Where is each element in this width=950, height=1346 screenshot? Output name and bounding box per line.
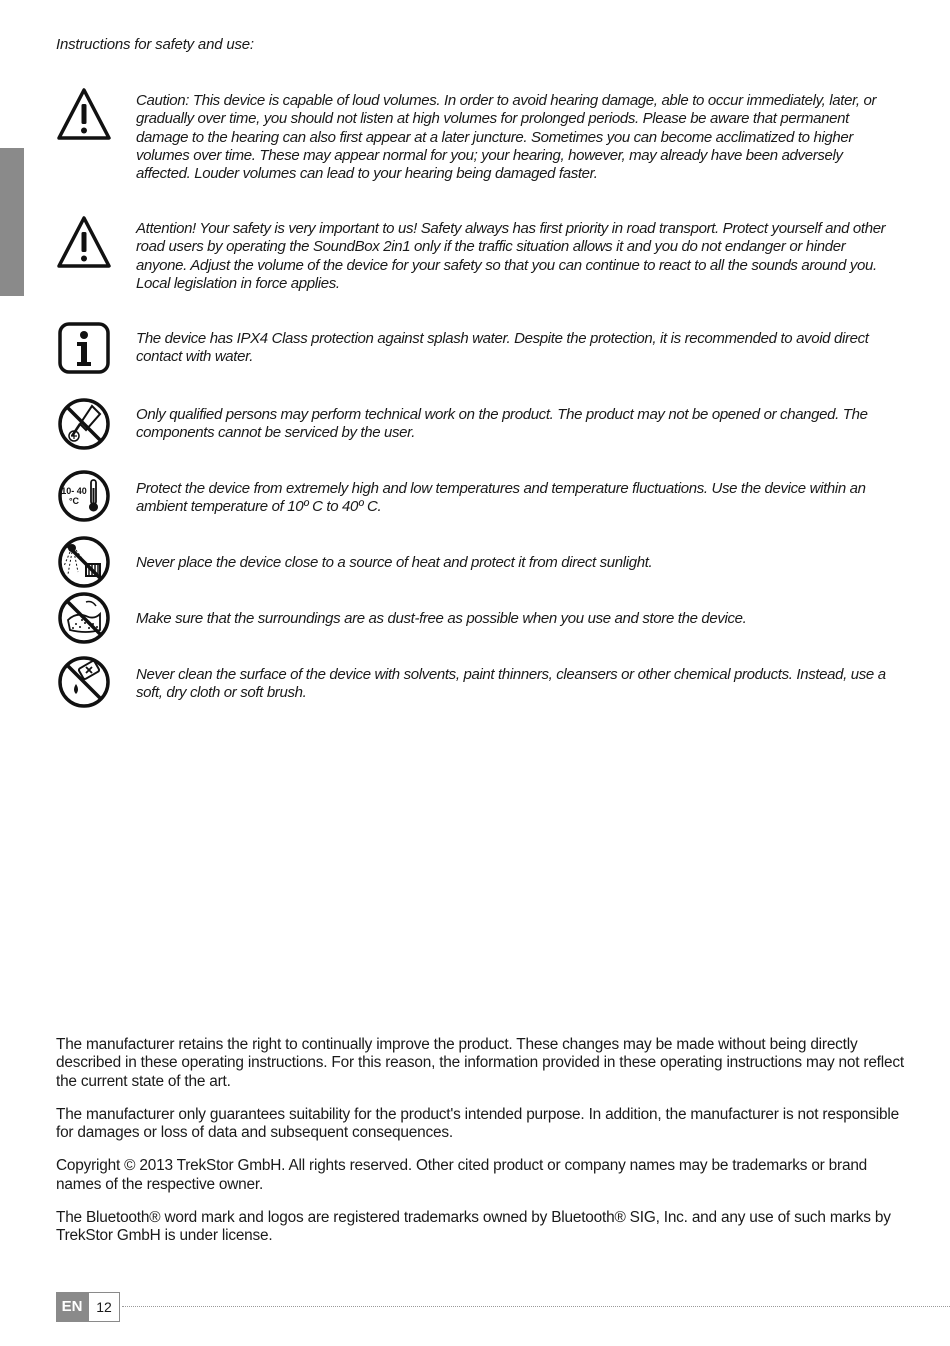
language-side-tab: [0, 148, 24, 296]
temperature-icon: [56, 468, 112, 524]
safety-text: Protect the device from extremely high and low temperatures and temperature fluctuations. Use the device within an ambient temperature of 10º C to 40º C.: [136, 480, 866, 516]
no-heat-sunlight-icon: [56, 534, 112, 590]
safety-text: The device has IPX4 Class protection against splash water. Despite the protection, it is recommended to avoid direct contact with water.: [136, 330, 869, 366]
page-heading: Instructions for safety and use:: [56, 36, 254, 53]
page-footer: [56, 1292, 950, 1322]
safety-text: Never place the device close to a source of heat and protect it from direct sunlight.: [136, 554, 653, 571]
safety-text: Attention! Your safety is very important to us! Safety always has first priority in road transport. Protect yourself and other road users by operating the SoundBox 2in1 only if the traffic situation allows it and you do not endanger or hinder anyone. Adjust the volume of the device for your safety so that you can continue to react to all the sounds around you. Local legislation in force applies.: [136, 220, 886, 292]
legal-paragraph: The Bluetooth® word mark and logos are registered trademarks owned by Bluetooth® SIG, Inc. and any use of such marks by TrekStor GmbH is under license.: [56, 1209, 891, 1245]
warning-triangle-icon: [56, 86, 112, 142]
no-chemicals-icon: [56, 654, 112, 710]
safety-text: Never clean the surface of the device with solvents, paint thinners, cleansers or other chemical products. Instead, use a soft, dry cloth or soft brush.: [136, 666, 886, 702]
svg-text:°C: °C: [68, 496, 80, 506]
legal-paragraph: Copyright © 2013 TrekStor GmbH. All rights reserved. Other cited product or company names may be trademarks or brand names of the respective owner.: [56, 1157, 868, 1193]
safety-text: Caution: This device is capable of loud volumes. In order to avoid hearing damage, able to occur immediately, later, or gradually over time, you should not listen at high volumes for prolonged periods. Please be aware that permanent damage to the hearing can also first appear at a later juncture. Sometimes you can become acclimatized to higher volumes over time. These may appear normal for you; your hearing, however, may already have been adversely affected. Louder volumes can lead to your hearing being damaged faster.: [136, 92, 877, 183]
language-label: EN: [56, 1292, 88, 1322]
no-screwdriver-icon: [56, 396, 112, 452]
warning-triangle-icon: [56, 214, 112, 270]
safety-text: Only qualified persons may perform technical work on the product. The product may not be opened or changed. The components cannot be serviced by the user.: [136, 406, 868, 442]
dotted-rule: [122, 1306, 950, 1307]
page-number: 12: [88, 1292, 120, 1322]
legal-paragraph: The manufacturer retains the right to continually improve the product. These changes may be made without being directly described in these operating instructions. For this reason, the information provided in these operating instructions may not reflect the current state of the art.: [56, 1036, 904, 1090]
no-dust-icon: [56, 590, 112, 646]
legal-paragraph: The manufacturer only guarantees suitability for the product's intended purpose. In addition, the manufacturer is not responsible for damages or loss of data and subsequent consequences.: [56, 1105, 899, 1142]
safety-text: Make sure that the surroundings are as dust-free as possible when you use and store the device.: [136, 610, 747, 627]
legal-notices: [56, 1036, 906, 1261]
info-icon: [56, 320, 112, 376]
svg-text:10- 40: 10- 40: [61, 486, 87, 496]
